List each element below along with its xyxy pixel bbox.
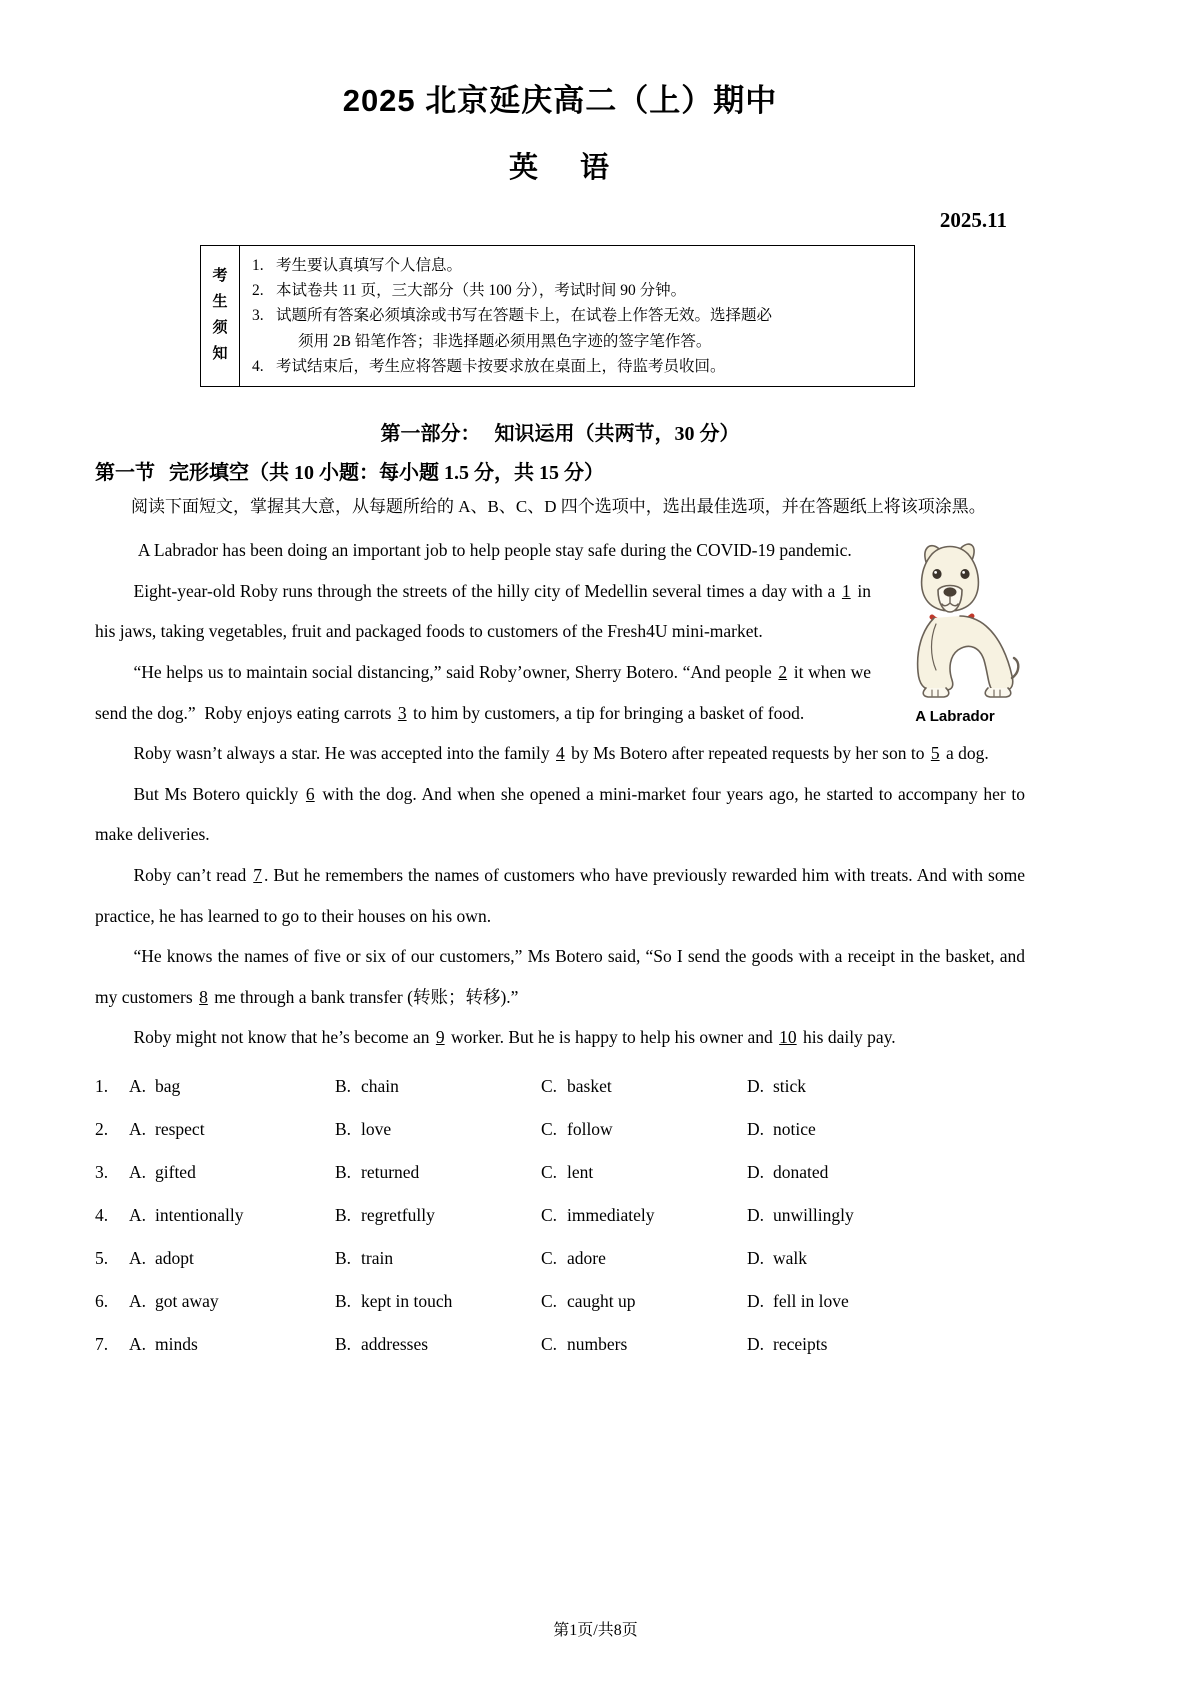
option-text: addresses xyxy=(361,1333,429,1354)
question-option[interactable] xyxy=(747,1076,953,1097)
option-text: notice xyxy=(773,1118,816,1139)
question-option[interactable] xyxy=(335,1248,541,1269)
passage-paragraph: Roby can’t read 7 . But he remembers the names of customers who have previously rewarded him with treats. And with some practice, he has learned to go to their houses on his own. xyxy=(95,865,1025,926)
option-letter: B. xyxy=(335,1204,352,1225)
notice-item-list xyxy=(240,246,914,386)
option-text: adopt xyxy=(155,1247,194,1268)
question-option[interactable] xyxy=(335,1162,541,1183)
option-text: regretfully xyxy=(361,1204,435,1225)
question-option[interactable] xyxy=(335,1291,541,1312)
subject-char-right: 语 xyxy=(580,152,612,185)
option-text: got away xyxy=(155,1290,219,1311)
passage-paragraph: A Labrador has been doing an important job to help people stay safe during the COVID-19 pandemic. xyxy=(133,540,852,561)
question-option[interactable] xyxy=(129,1291,335,1312)
cloze-blank-3: 3 xyxy=(397,702,407,723)
notice-item-line-1: 试题所有答案必须填涂或书写在答题卡上，在试卷上作答无效。选择题必 xyxy=(276,307,773,325)
question-option[interactable] xyxy=(129,1076,335,1097)
question-row xyxy=(95,1334,1025,1355)
question-number: 3. xyxy=(95,1161,109,1182)
option-text: unwillingly xyxy=(773,1204,854,1225)
option-text: returned xyxy=(361,1161,420,1182)
option-letter: B. xyxy=(335,1290,352,1311)
notice-label-char-2: 生 xyxy=(212,294,228,311)
part-one-heading-label: 第一部分： xyxy=(380,422,481,445)
cloze-blank-5: 5 xyxy=(930,743,940,764)
option-text: follow xyxy=(567,1118,613,1139)
notice-item-text: 考生要认真填写个人信息。 xyxy=(276,257,463,275)
notice-item-number: 1. xyxy=(252,257,264,275)
option-text: intentionally xyxy=(155,1204,244,1225)
section-one-heading-label: 第一节 xyxy=(95,461,155,484)
option-letter: A. xyxy=(129,1247,147,1268)
part-one-heading xyxy=(95,417,1025,446)
option-text: donated xyxy=(773,1161,829,1182)
option-text: walk xyxy=(773,1247,808,1268)
question-option[interactable] xyxy=(129,1162,335,1183)
question-option[interactable] xyxy=(541,1119,747,1140)
option-letter: A. xyxy=(129,1161,147,1182)
notice-label-char-4: 知 xyxy=(212,345,228,362)
exam-date: 2025.11 xyxy=(939,208,1007,233)
question-option[interactable] xyxy=(335,1205,541,1226)
passage-paragraph: Eight-year-old Roby runs through the streets of the hilly city of Medellin several times a day with a 1 in his jaws, taking vegetables, fruit and packaged foods to customers of the Fresh4U mini-market. xyxy=(95,580,871,642)
cloze-blank-8: 8 xyxy=(199,986,208,1007)
question-option[interactable] xyxy=(335,1119,541,1140)
passage-paragraph: “He knows the names of five or six of our customers,” Ms Botero said, “So I send the goods with a receipt in the basket, and my customers 8 me through a bank transfer (转账；转移).” xyxy=(95,946,1025,1007)
notice-label-char-1: 考 xyxy=(212,268,228,285)
notice-item-text: 考试结束后，考生应将答题卡按要求放在桌面上，待监考员收回。 xyxy=(276,357,726,375)
passage-paragraph: Roby might not know that he’s become an 9 worker. But he is happy to help his owner and 10 his daily pay. xyxy=(133,1027,896,1048)
cloze-blank-10: 10 xyxy=(779,1027,797,1048)
question-option[interactable] xyxy=(747,1162,953,1183)
option-text: fell in love xyxy=(773,1290,849,1311)
option-text: adore xyxy=(567,1247,606,1268)
question-option[interactable] xyxy=(335,1334,541,1355)
section-directions xyxy=(95,493,1025,521)
option-text: receipts xyxy=(773,1333,828,1354)
option-letter: B. xyxy=(335,1333,352,1354)
option-letter: A. xyxy=(129,1290,147,1311)
question-option[interactable] xyxy=(747,1205,953,1226)
cloze-passage xyxy=(95,530,1025,1058)
option-letter: C. xyxy=(541,1333,558,1354)
option-text: caught up xyxy=(567,1290,636,1311)
option-text: gifted xyxy=(155,1161,196,1182)
cloze-blank-4: 4 xyxy=(556,743,565,764)
page-title: 2025 北京延庆高二（上）期中 xyxy=(342,83,778,118)
page-footer: 第1页/共8页 xyxy=(553,1622,638,1639)
option-letter: C. xyxy=(541,1118,558,1139)
page-content xyxy=(95,0,1025,1377)
question-number: 1. xyxy=(95,1075,109,1096)
option-text: respect xyxy=(155,1118,205,1139)
subject-char-left: 英 xyxy=(508,152,540,185)
option-letter: C. xyxy=(541,1204,558,1225)
option-letter: A. xyxy=(129,1075,147,1096)
option-text: lent xyxy=(567,1161,594,1182)
question-row xyxy=(95,1205,1025,1226)
figure-caption: A Labrador xyxy=(915,708,995,726)
question-row xyxy=(95,1076,1025,1097)
question-option[interactable] xyxy=(541,1205,747,1226)
labrador-dog-illustration-icon xyxy=(885,538,1025,706)
cloze-blank-2: 2 xyxy=(778,662,788,683)
option-text: numbers xyxy=(567,1333,628,1354)
question-option[interactable] xyxy=(129,1334,335,1355)
question-option[interactable] xyxy=(129,1119,335,1140)
section-one-heading xyxy=(95,456,1025,485)
question-option[interactable] xyxy=(541,1248,747,1269)
question-option[interactable] xyxy=(129,1248,335,1269)
question-number: 2. xyxy=(95,1118,109,1139)
cloze-blank-7: 7 xyxy=(253,865,263,886)
option-text: stick xyxy=(773,1075,807,1096)
option-text: train xyxy=(361,1247,394,1268)
question-row xyxy=(95,1119,1025,1140)
question-number: 4. xyxy=(95,1204,109,1225)
option-letter: A. xyxy=(129,1118,147,1139)
question-row xyxy=(95,1248,1025,1269)
option-text: minds xyxy=(155,1333,198,1354)
section-one-heading-detail: 完形填空（共 10 小题：每小题 1.5 分，共 15 分） xyxy=(169,461,604,484)
subject-title xyxy=(95,145,1025,186)
figure-wrapper xyxy=(885,538,1025,726)
notice-item xyxy=(252,253,906,278)
option-letter: B. xyxy=(335,1075,352,1096)
question-option[interactable] xyxy=(747,1119,953,1140)
option-text: bag xyxy=(155,1075,181,1096)
option-text: basket xyxy=(567,1075,612,1096)
notice-item-text xyxy=(276,303,906,353)
option-letter: C. xyxy=(541,1161,558,1182)
notice-item-number: 2. xyxy=(252,282,264,300)
question-option[interactable] xyxy=(747,1291,953,1312)
section-directions-text: 阅读下面短文，掌握其大意，从每题所给的 A、B、C、D 四个选项中，选出最佳选项，并在答题纸上将该项涂黑。 xyxy=(131,496,986,516)
question-option[interactable] xyxy=(335,1076,541,1097)
notice-item-number: 4. xyxy=(252,357,264,375)
option-letter: D. xyxy=(747,1204,765,1225)
option-letter: D. xyxy=(747,1161,765,1182)
option-letter: C. xyxy=(541,1075,558,1096)
option-text: chain xyxy=(361,1075,399,1096)
passage-paragraph: But Ms Botero quickly 6 with the dog. And when she opened a mini-market four years ago, he started to accompany her to make deliveries. xyxy=(95,783,1025,845)
cloze-blank-9: 9 xyxy=(435,1027,445,1048)
option-letter: C. xyxy=(541,1290,558,1311)
option-letter: B. xyxy=(335,1161,352,1182)
notice-item-line-2: 须用 2B 铅笔作答；非选择题必须用黑色字迹的签字笔作答。 xyxy=(298,332,712,350)
question-option[interactable] xyxy=(747,1334,953,1355)
notice-item-number: 3. xyxy=(252,307,264,325)
option-text: love xyxy=(361,1118,392,1139)
notice-item xyxy=(252,278,906,303)
question-row xyxy=(95,1291,1025,1312)
option-letter: D. xyxy=(747,1290,765,1311)
option-letter: D. xyxy=(747,1075,765,1096)
option-letter: B. xyxy=(335,1118,352,1139)
notice-item xyxy=(252,354,906,379)
question-number: 6. xyxy=(95,1290,109,1311)
option-letter: D. xyxy=(747,1333,765,1354)
notice-item-text: 本试卷共 11 页，三大部分（共 100 分），考试时间 90 分钟。 xyxy=(276,282,687,300)
question-number: 5. xyxy=(95,1247,109,1268)
option-letter: A. xyxy=(129,1204,147,1225)
notice-label-vertical xyxy=(201,246,240,386)
option-letter: B. xyxy=(335,1247,352,1268)
candidate-notice-box xyxy=(200,245,915,387)
question-option[interactable] xyxy=(541,1334,747,1355)
option-text: kept in touch xyxy=(361,1290,453,1311)
option-letter: D. xyxy=(747,1118,765,1139)
question-option[interactable] xyxy=(541,1076,747,1097)
cloze-blank-1: 1 xyxy=(841,580,851,601)
notice-label-char-3: 须 xyxy=(212,319,228,336)
question-option[interactable] xyxy=(541,1162,747,1183)
option-letter: C. xyxy=(541,1247,558,1268)
labrador-figure xyxy=(885,538,1025,726)
passage-paragraph: Roby wasn’t always a star. He was accepted into the family 4 by Ms Botero after repeated requests by her son to 5 a dog. xyxy=(133,743,989,764)
question-option[interactable] xyxy=(747,1248,953,1269)
passage-paragraph: “He helps us to maintain social distancing,” said Roby’owner, Sherry Botero. “And people 2 it when we send the dog.” Roby enjoys eating carrots 3 to him by customers, a tip for bringing a basket of food. xyxy=(95,662,872,723)
option-letter: A. xyxy=(129,1333,147,1354)
option-text: immediately xyxy=(567,1204,655,1225)
part-one-heading-detail: 知识运用（共两节，30 分） xyxy=(494,422,740,445)
question-option[interactable] xyxy=(541,1291,747,1312)
question-number: 7. xyxy=(95,1333,109,1354)
option-letter: D. xyxy=(747,1247,765,1268)
notice-item xyxy=(252,303,906,353)
cloze-blank-6: 6 xyxy=(305,783,315,804)
question-option[interactable] xyxy=(129,1205,335,1226)
question-option-list xyxy=(95,1076,1025,1355)
question-row xyxy=(95,1162,1025,1183)
